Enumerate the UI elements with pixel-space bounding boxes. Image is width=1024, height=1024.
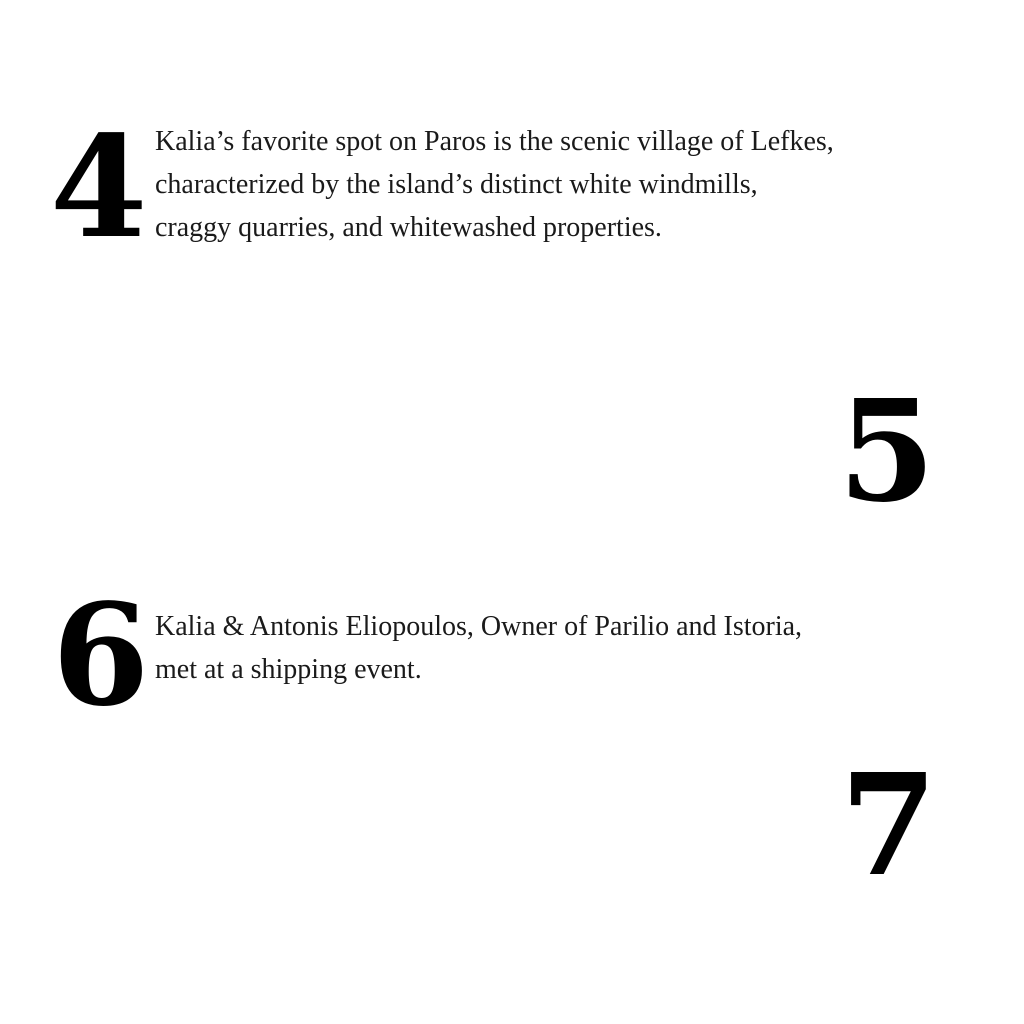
fact-number: 5 bbox=[838, 370, 934, 534]
fact-number: 4 bbox=[50, 106, 146, 270]
fact-text bbox=[155, 120, 834, 249]
fact-text-line: Kalia & Antonis Eliopoulos, Owner of Parilio and Istoria, bbox=[155, 611, 803, 642]
fact-text-line: met at a shipping event. bbox=[155, 654, 422, 685]
fact-text-line: characterized by the island’s distinct white windmills, bbox=[155, 169, 758, 200]
fact-text bbox=[155, 605, 802, 691]
fact-number: 6 bbox=[52, 574, 148, 738]
fact-text-line: Kalia’s favorite spot on Paros is the scenic village of Lefkes, bbox=[155, 126, 834, 157]
fact-number: 7 bbox=[840, 744, 936, 908]
fact-text-line: craggy quarries, and whitewashed properties. bbox=[155, 212, 662, 243]
